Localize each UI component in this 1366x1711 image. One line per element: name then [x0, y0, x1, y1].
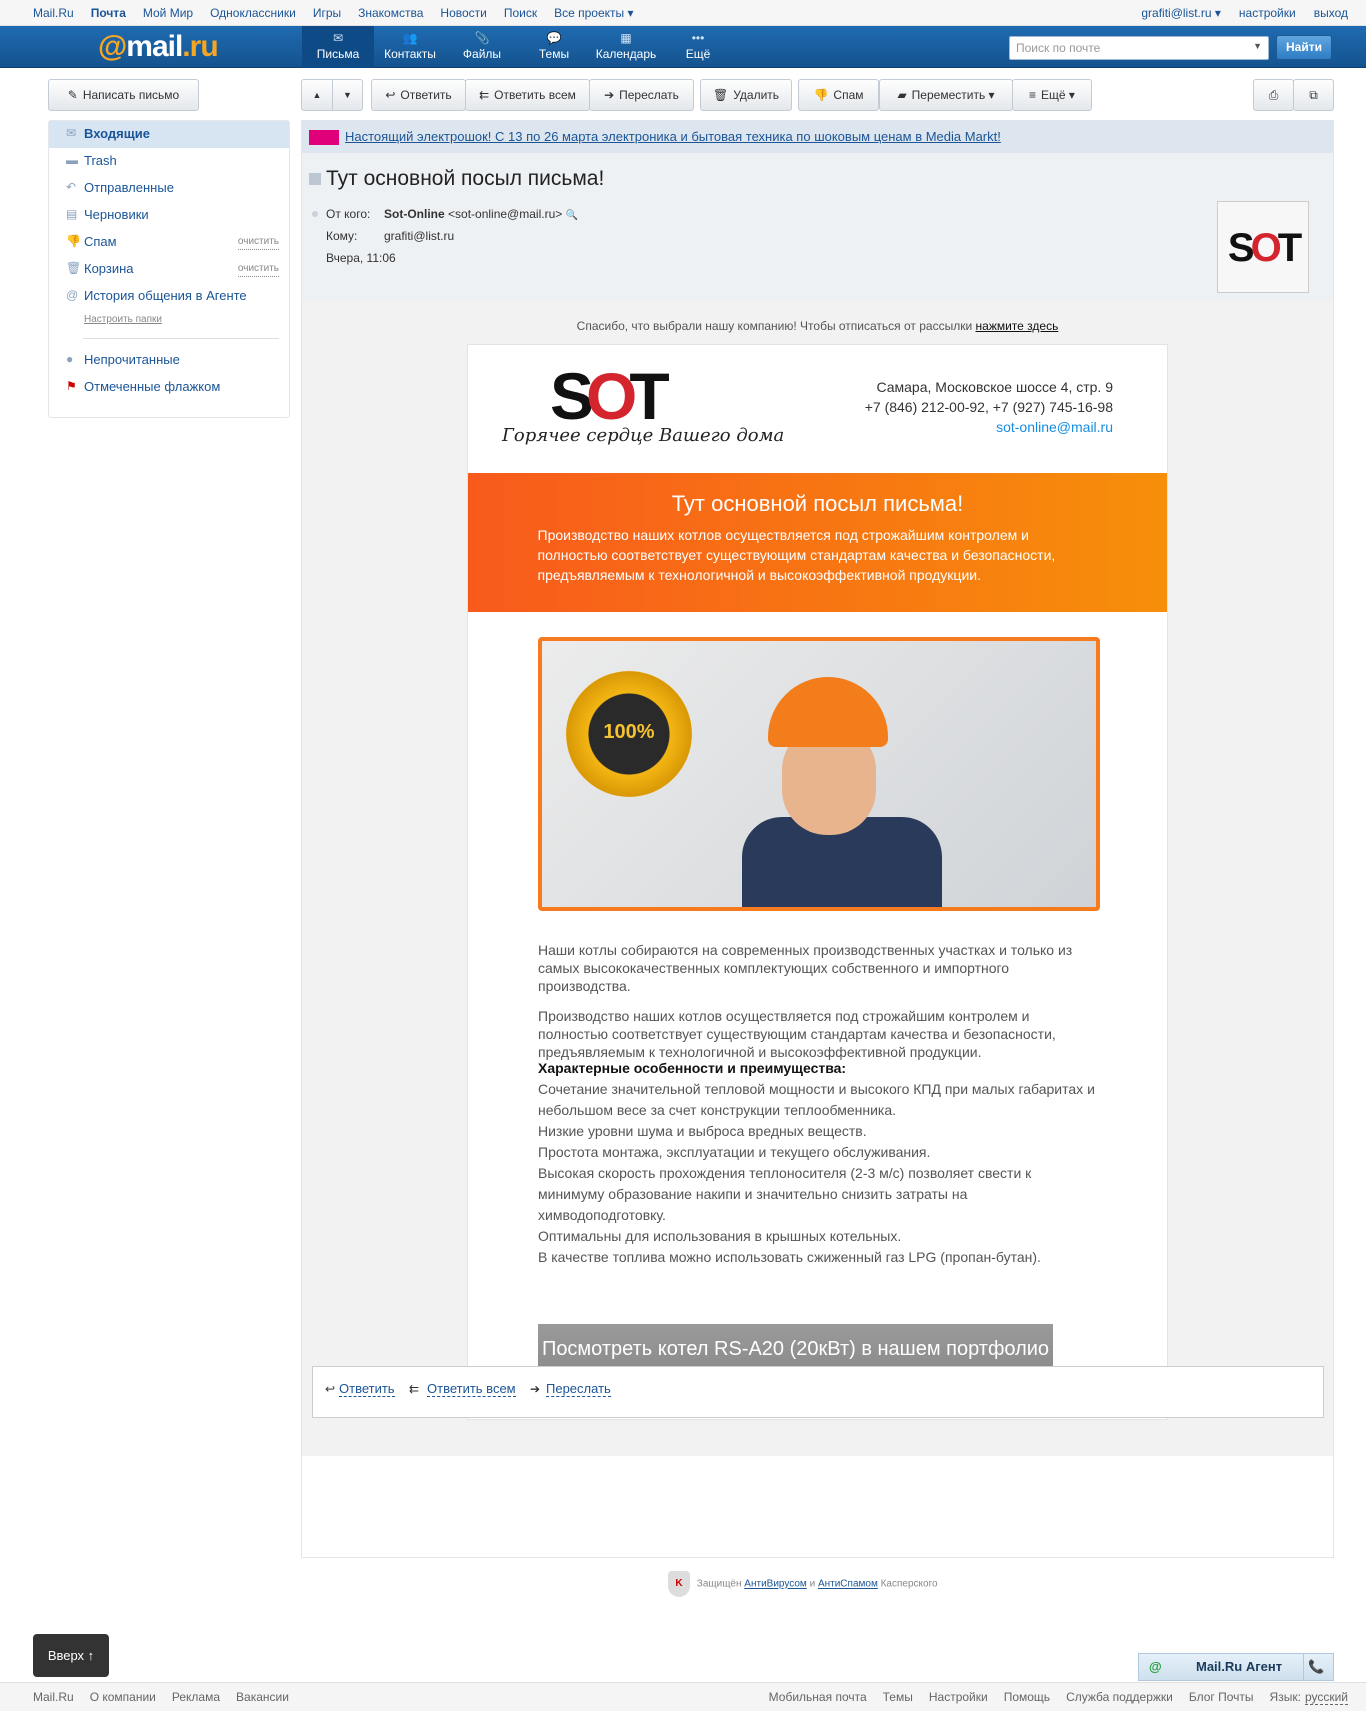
ad-logo: [309, 130, 339, 145]
sidebar-divider: [83, 338, 279, 339]
dot-icon: ●: [66, 352, 74, 366]
move-label: Переместить ▾: [911, 88, 995, 102]
sent-arrow-icon: ↶: [66, 180, 77, 194]
thumbs-down-icon: 👎: [66, 234, 81, 248]
portal-link-myworld[interactable]: Мой Мир: [142, 6, 194, 20]
antispam-link[interactable]: АнтиСпамом: [817, 1578, 878, 1590]
portal-link-games[interactable]: Игры: [312, 6, 342, 20]
folder-bin[interactable]: [49, 256, 289, 283]
footer-left-links: [33, 1690, 305, 1704]
move-button[interactable]: [879, 79, 1013, 111]
at-icon: @: [66, 288, 79, 302]
print-button[interactable]: [1253, 79, 1294, 111]
feature-item: Сочетание значительной тепловой мощности и высокого КПД при малых габаритах и небольшом весе за счет конструкции теплообменника.: [538, 1081, 1095, 1118]
more-dots-icon: •••: [691, 31, 705, 45]
message-panel: [301, 120, 1334, 1558]
folder-spam-label: Спам: [84, 234, 117, 249]
draft-icon: ▤: [66, 207, 78, 221]
footer-link-mailru[interactable]: Mail.Ru: [33, 1690, 74, 1704]
banner-text: Производство наших котлов осуществляется под строжайшим контролем и полностью соответствует существующим стандартам качества и безопасности, предъявляемым к технологичной и высокоэффективной продукции.: [537, 527, 1056, 583]
company-email[interactable]: sot-online@mail.ru: [996, 419, 1113, 435]
delete-button[interactable]: [700, 79, 792, 111]
tab-calendar-label: Календарь: [595, 47, 657, 61]
forward-label: Переслать: [619, 88, 679, 102]
portal-link-mailru[interactable]: Mail.Ru: [33, 6, 74, 20]
footer-link-about[interactable]: О компании: [89, 1690, 156, 1704]
clean-spam-link[interactable]: очистить: [238, 235, 279, 250]
folder-agent-history-label: История общения в Агенте: [84, 288, 247, 303]
newsletter: [467, 344, 1168, 1420]
tab-letters[interactable]: [302, 26, 374, 68]
list-icon: ≡: [1029, 88, 1037, 102]
quick-reply-all-link[interactable]: Ответить всем: [427, 1381, 516, 1396]
reply-icon: ↩: [385, 88, 396, 102]
footer-link-mobile[interactable]: Мобильная почта: [768, 1690, 867, 1704]
filter-flagged[interactable]: [49, 374, 289, 401]
folder-icon: ▰: [897, 88, 907, 102]
tab-letters-label: Письма: [316, 47, 360, 61]
tab-calendar[interactable]: [590, 26, 662, 68]
recipient-email[interactable]: grafiti@list.ru: [384, 229, 455, 243]
mailru-agent-bar[interactable]: [1138, 1653, 1334, 1681]
reply-icon: ↩: [325, 1382, 336, 1396]
forward-button[interactable]: [589, 79, 694, 111]
phone-icon[interactable]: 📞: [1303, 1654, 1329, 1680]
ad-bar: [302, 121, 1333, 153]
company-address: Самара, Московское шоссе 4, стр. 9: [876, 379, 1113, 395]
tab-contacts-label: Контакты: [384, 47, 436, 61]
company-phones: +7 (846) 212-00-92, +7 (927) 745-16-98: [864, 399, 1113, 415]
unsubscribe-link[interactable]: нажмите здесь: [975, 319, 1059, 333]
sender-email[interactable]: <sot-online@mail.ru>: [448, 207, 563, 221]
kaspersky-notice: [668, 1571, 938, 1597]
quick-forward-link[interactable]: Переслать: [546, 1381, 611, 1396]
folder-inbox-label: Входящие: [84, 126, 150, 141]
portal-link-news[interactable]: Новости: [440, 6, 487, 20]
spam-label: Спам: [833, 88, 864, 102]
mailru-logo[interactable]: [98, 30, 218, 64]
trash-icon: 🗑: [712, 88, 729, 102]
portal-link-dating[interactable]: Знакомства: [358, 6, 424, 20]
feature-item: В качестве топлива можно использовать сжиженный газ LPG (пропан-бутан).: [538, 1249, 1041, 1265]
features-list: [538, 1058, 1098, 1268]
flag-toggle-icon[interactable]: [309, 173, 321, 185]
company-contacts: [865, 377, 1113, 437]
page-footer: [0, 1682, 1366, 1711]
reply-all-icon: ⇇: [409, 1382, 420, 1396]
user-account-link[interactable]: grafiti@list.ru ▾: [1141, 6, 1221, 20]
tab-files-label: Файлы: [462, 47, 502, 61]
logo-mail: mail: [126, 30, 183, 63]
printer-icon: ⎙: [1268, 88, 1279, 102]
portal-link-all-projects[interactable]: Все проекты ▾: [554, 6, 634, 20]
slogan: Горячее сердце Вашего дома: [502, 425, 785, 446]
paragraph-1: Наши котлы собираются на современных производственных участках и только из самых высококачественных комплектующих собственного и импортного производства.: [538, 942, 1073, 994]
folder-sidebar: [48, 120, 290, 418]
avatar-letter-s: S: [1227, 226, 1251, 270]
language-selector[interactable]: русский: [1304, 1690, 1348, 1704]
more-label: Ещё ▾: [1041, 88, 1075, 102]
forward-icon: ➔: [604, 88, 615, 102]
magnifier-icon[interactable]: 🔍: [565, 210, 579, 221]
settings-link[interactable]: настройки: [1238, 6, 1296, 20]
quality-seal: [566, 671, 692, 797]
reply-button[interactable]: [371, 79, 466, 111]
tab-files[interactable]: [446, 26, 518, 68]
to-label: Кому:: [326, 229, 358, 243]
folder-icon: ▬: [66, 153, 78, 167]
envelope-icon: ✉: [332, 31, 344, 45]
footer-language-label: Язык:: [1269, 1690, 1301, 1704]
clean-bin-link[interactable]: очистить: [238, 262, 279, 277]
message-body: [302, 301, 1333, 1456]
search-dropdown-icon[interactable]: ▼: [1253, 41, 1262, 51]
reply-label: Ответить: [400, 88, 452, 102]
footer-link-jobs[interactable]: Вакансии: [236, 1690, 289, 1704]
flag-icon: ⚑: [66, 379, 77, 393]
logo-letter-t: T: [629, 359, 662, 433]
envelope-icon: ✉: [66, 126, 77, 140]
folder-spam[interactable]: [49, 229, 289, 256]
tab-themes-label: Темы: [538, 47, 570, 61]
filter-unread-label: Непрочитанные: [84, 352, 180, 367]
quick-reply-box[interactable]: [312, 1366, 1324, 1418]
unsubscribe-line: [302, 319, 1333, 333]
new-window-icon: ⧉: [1309, 88, 1318, 102]
logo-letter-s: S: [550, 359, 587, 433]
portal-bar: [0, 0, 1366, 26]
footer-link-blog[interactable]: Блог Почты: [1188, 1690, 1254, 1704]
banner-title: Тут основной посыл письма!: [671, 491, 964, 516]
search-placeholder: Поиск по почте: [1016, 41, 1101, 55]
portfolio-cta-button[interactable]: Посмотреть котел RS-A20 (20кВт) в нашем портфолио: [538, 1324, 1053, 1375]
date-row: [326, 251, 396, 265]
main-nav-tabs: [302, 26, 734, 68]
delete-label: Удалить: [733, 88, 780, 102]
message-header: [302, 153, 1333, 301]
reply-all-label: Ответить всем: [494, 88, 576, 102]
kaspersky-and: и: [809, 1578, 816, 1590]
from-label: От кого:: [326, 207, 371, 221]
footer-link-settings[interactable]: Настройки: [928, 1690, 988, 1704]
footer-link-ads[interactable]: Реклама: [171, 1690, 221, 1704]
portal-user-menu: [1123, 6, 1348, 20]
more-button[interactable]: [1012, 79, 1092, 111]
message-date: Вчера, 11:06: [326, 251, 396, 265]
pencil-icon: ✎: [67, 88, 78, 102]
agent-at-icon: @: [1149, 1659, 1162, 1674]
message-subject: Тут основной посыл письма!: [326, 167, 605, 190]
search-button[interactable]: Найти: [1276, 35, 1332, 60]
open-in-window-button[interactable]: [1293, 79, 1334, 111]
folder-drafts[interactable]: [49, 202, 289, 229]
prev-message-button[interactable]: ▲: [312, 90, 322, 100]
kaspersky-pre: Защищён: [696, 1578, 742, 1590]
portal-link-mail[interactable]: Почта: [90, 6, 126, 20]
folder-inbox[interactable]: [49, 121, 289, 148]
footer-right-links: [753, 1690, 1348, 1705]
themes-icon: 💬: [546, 31, 562, 45]
paperclip-icon: 📎: [474, 31, 490, 45]
logo-letter-o: O: [586, 359, 630, 433]
unsubscribe-text: Спасибо, что выбрали нашу компанию! Чтобы отписаться от рассылки: [576, 319, 973, 333]
avatar-letter-t: T: [1277, 226, 1299, 270]
kaspersky-shield-icon: K: [668, 1571, 690, 1597]
ad-link[interactable]: Настоящий электрошок! С 13 по 26 марта электроника и бытовая техника по шоковым ценам в Media Markt!: [345, 129, 1001, 144]
next-message-button[interactable]: ▼: [332, 80, 362, 110]
newsletter-header: [468, 345, 1167, 473]
forward-icon: ➔: [530, 1382, 541, 1396]
footer-link-support[interactable]: Служба поддержки: [1066, 1690, 1173, 1704]
logo-dot: .: [182, 30, 190, 63]
mail-search-input[interactable]: [1009, 36, 1269, 60]
compose-button[interactable]: [48, 79, 199, 111]
features-title: Характерные особенности и преимущества:: [538, 1060, 847, 1076]
tab-more[interactable]: [662, 26, 734, 68]
sender-avatar: [1217, 201, 1309, 293]
tab-more-label: Ещё: [685, 47, 711, 61]
thumbs-down-icon: 👎: [813, 88, 829, 102]
sot-logo[interactable]: [550, 359, 662, 433]
folder-trash-custom[interactable]: [49, 148, 289, 175]
logo-at: @: [98, 30, 127, 63]
folder-sent[interactable]: [49, 175, 289, 202]
antivirus-link[interactable]: АнтиВирусом: [744, 1578, 807, 1590]
seal-text: 100%: [603, 721, 655, 743]
portal-links: [33, 6, 651, 20]
from-row: [326, 207, 578, 221]
agent-label: Mail.Ru Агент: [1196, 1659, 1283, 1674]
feature-item: Оптимальны для использования в крышных котельных.: [538, 1228, 902, 1244]
mail-header: [0, 26, 1366, 68]
folder-trash-label: Trash: [84, 153, 117, 168]
footer-link-themes[interactable]: Темы: [882, 1690, 913, 1704]
paragraph-2: Производство наших котлов осуществляется под строжайшим контролем и полностью соответствует существующим стандартам качества и безопасности, предъявляемым к технологичной и высокоэффективной продукции.: [538, 1008, 1056, 1060]
sender-name[interactable]: Sot-Online: [384, 207, 445, 221]
folder-drafts-label: Черновики: [84, 207, 149, 222]
read-status-icon[interactable]: [312, 211, 318, 217]
filter-unread[interactable]: [49, 347, 289, 374]
filter-flagged-label: Отмеченные флажком: [84, 379, 221, 394]
worker-photo: [538, 637, 1100, 911]
feature-item: Низкие уровни шума и выброса вредных веществ.: [538, 1123, 867, 1139]
logout-link[interactable]: выход: [1313, 6, 1348, 20]
footer-link-help[interactable]: Помощь: [1003, 1690, 1051, 1704]
feature-item: Высокая скорость прохождения теплоносителя (2-3 м/с) позволяет свести к минимуму образование накипи и значительно снизить затраты на химводоподготовку.: [538, 1165, 1032, 1223]
avatar-letter-o: O: [1250, 226, 1278, 270]
trash-icon: 🗑: [66, 261, 82, 275]
contacts-icon: 👥: [402, 31, 418, 45]
worker-figure: [742, 677, 942, 907]
kaspersky-post: Касперского: [880, 1578, 938, 1590]
orange-banner: [468, 473, 1167, 612]
calendar-icon: ▦: [620, 31, 632, 45]
portal-link-search[interactable]: Поиск: [503, 6, 538, 20]
reply-all-icon: ⇇: [479, 88, 490, 102]
setup-folders-link[interactable]: Настроить папки: [84, 314, 162, 325]
tab-contacts[interactable]: [374, 26, 446, 68]
folder-bin-label: Корзина: [84, 261, 134, 276]
compose-label: Написать письмо: [82, 88, 180, 102]
tab-themes[interactable]: [518, 26, 590, 68]
logo-ru: ru: [189, 30, 218, 63]
portal-link-ok[interactable]: Одноклассники: [210, 6, 296, 20]
to-row: [326, 229, 454, 243]
feature-item: Простота монтажа, эксплуатации и текущего обслуживания.: [538, 1144, 931, 1160]
nav-arrows: [301, 79, 363, 111]
quick-reply-link[interactable]: Ответить: [339, 1381, 395, 1396]
folder-agent-history[interactable]: [49, 283, 289, 310]
scroll-top-button[interactable]: Вверх ↑: [33, 1634, 109, 1677]
spam-button[interactable]: [798, 79, 879, 111]
reply-all-button[interactable]: [465, 79, 590, 111]
folder-sent-label: Отправленные: [84, 180, 174, 195]
worker-helmet: [768, 677, 888, 747]
